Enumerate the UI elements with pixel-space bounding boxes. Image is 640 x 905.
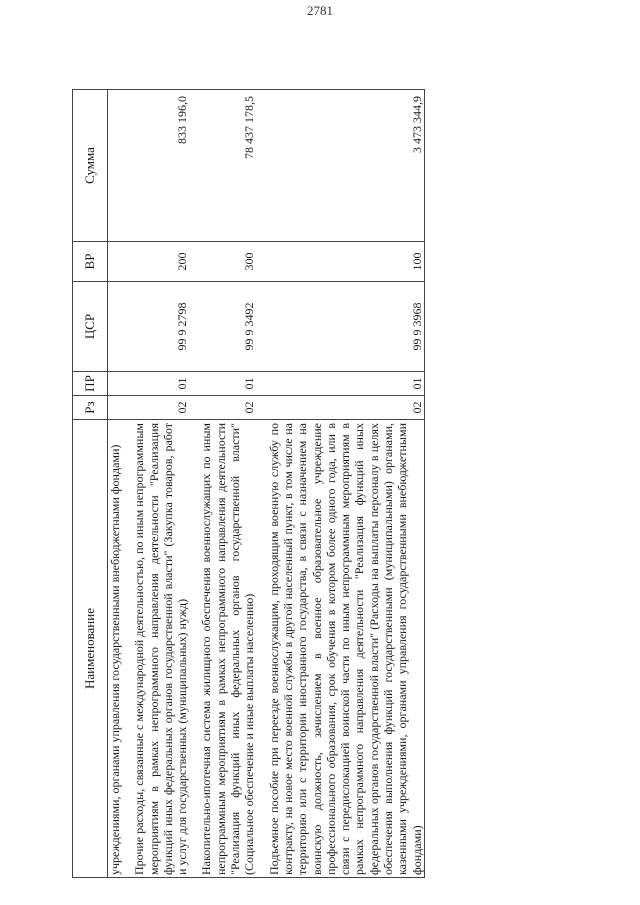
table-row bbox=[257, 90, 425, 878]
table-body bbox=[108, 90, 425, 878]
cell-vr: 200 bbox=[122, 242, 189, 282]
cell-pr bbox=[108, 372, 123, 396]
header-pr: ПР bbox=[73, 372, 108, 396]
cell-vr: 300 bbox=[189, 242, 256, 282]
cell-name: учреждениями, органами управления государственными внебюджетными фондами) bbox=[108, 420, 123, 878]
cell-sum bbox=[108, 90, 123, 242]
header-csr: ЦСР bbox=[73, 282, 108, 372]
header-vr: ВР bbox=[73, 242, 108, 282]
table-row bbox=[108, 90, 123, 878]
table-header bbox=[73, 90, 108, 878]
cell-sum: 3 473 344,9 bbox=[257, 90, 425, 242]
cell-csr: 99 9 3492 bbox=[189, 282, 256, 372]
rotated-table-wrapper bbox=[72, 90, 564, 878]
table-row bbox=[122, 90, 189, 878]
cell-rz: 02 bbox=[257, 396, 425, 420]
cell-name: Прочие расходы, связанные с международной деятельностью, по иным непрограммным мероприятиям в рамках непрограммного направления деятельности "Реализация функций иных федеральных органов государственной власти" (Закупка товаров, работ и услуг для государственных (муниципальных) нужд) bbox=[122, 420, 189, 878]
cell-pr: 01 bbox=[189, 372, 256, 396]
header-rz: Рз bbox=[73, 396, 108, 420]
header-sum: Сумма bbox=[73, 90, 108, 242]
cell-pr: 01 bbox=[122, 372, 189, 396]
header-name: Наименование bbox=[73, 420, 108, 878]
cell-rz bbox=[108, 396, 123, 420]
cell-vr bbox=[108, 242, 123, 282]
budget-table bbox=[72, 89, 425, 878]
cell-csr bbox=[108, 282, 123, 372]
cell-rz: 02 bbox=[189, 396, 256, 420]
cell-name: Подъемное пособие при переезде военнослужащим, проходящим военную службу по контракту, на новое место военной службы в другой населенный пункт, в том числе на территорию или с территории иностранного государства, в связи с назначением на воинскую должность, зачислением в военное образовательное учреждение профессионального образования, срок обучения в котором более одного года, или в связи с передислокацией воинской части по иным непрограммным мероприятиям в рамках непрограммного направления деятельности "Реализация функций иных федеральных органов государственной власти" (Расходы на выплаты персоналу в целях обеспечения выполнения функций государственными (муниципальными) органами, казенными учреждениями, органами управления государственными внебюджетными фондами) bbox=[257, 420, 425, 878]
cell-csr: 99 9 2798 bbox=[122, 282, 189, 372]
table-row bbox=[189, 90, 256, 878]
cell-sum: 833 196,0 bbox=[122, 90, 189, 242]
cell-sum: 78 437 178,5 bbox=[189, 90, 256, 242]
cell-name: Накопительно-ипотечная система жилищного обеспечения военнослужащих по иным непрограммным мероприятиям в рамках непрограммного направления деятельности "Реализация функций иных федеральных органов государственной власти" (Социальное обеспечение и иные выплаты населению) bbox=[189, 420, 256, 878]
cell-csr: 99 9 3968 bbox=[257, 282, 425, 372]
page-number: 2781 bbox=[307, 3, 333, 18]
cell-vr: 100 bbox=[257, 242, 425, 282]
cell-rz: 02 bbox=[122, 396, 189, 420]
cell-pr: 01 bbox=[257, 372, 425, 396]
